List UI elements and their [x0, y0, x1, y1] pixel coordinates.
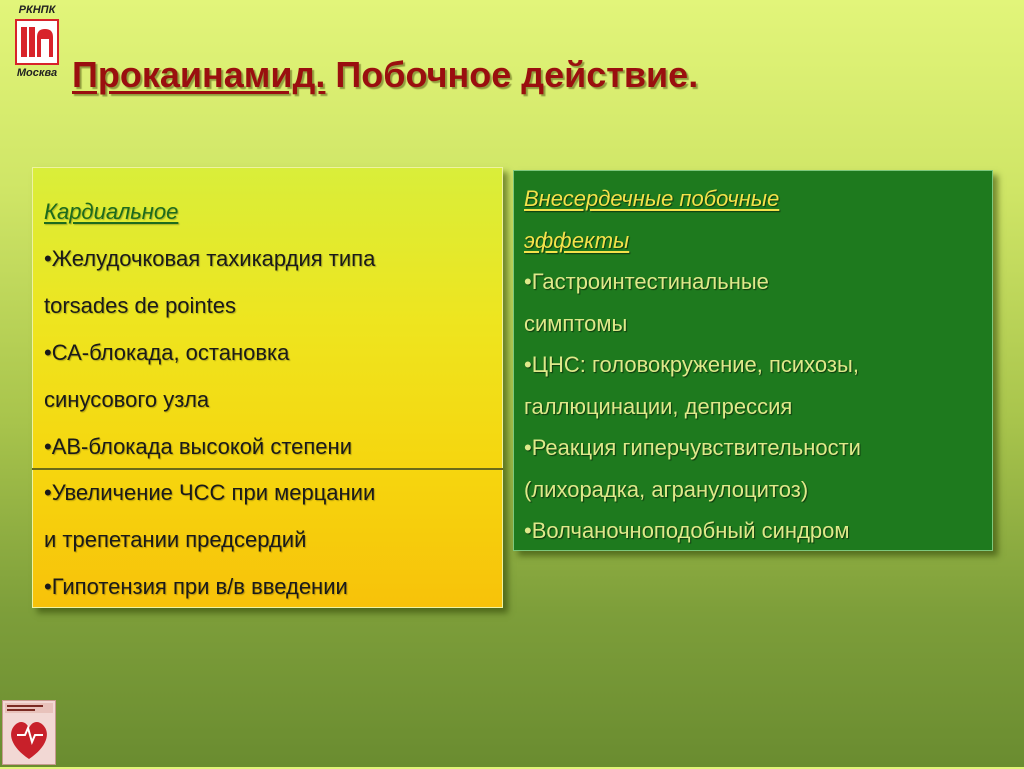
rknpk-logo [8, 4, 66, 82]
list-item: синусового узла [44, 387, 210, 412]
logo-bottom-text: Москва [16, 67, 58, 79]
list-item: •Гастроинтестинальные [524, 269, 769, 294]
rknpk-logo-icon [15, 19, 59, 65]
society-emblem-icon [2, 700, 56, 765]
cardiac-effects-list-lower [44, 469, 375, 610]
title-drug-name: Прокаинамид. [72, 54, 326, 95]
list-item: •АВ-блокада высокой степени [44, 434, 352, 459]
cardiac-heading: Кардиальное [44, 199, 179, 224]
logo-top-text: РКНПК [18, 4, 56, 16]
list-item: •Гипотензия при в/в введении [44, 574, 348, 599]
list-item: •Реакция гиперчувствительности [524, 435, 861, 460]
list-item: галлюцинации, депрессия [524, 393, 793, 419]
list-item: •Волчаночноподобный синдром [524, 518, 850, 543]
list-item: и трепетании предсердий [44, 527, 307, 552]
list-item: (лихорадка, агранулоцитоз) [524, 476, 809, 502]
list-item: •ЦНС: головокружение, психозы, [524, 352, 859, 377]
extracardiac-effects-list [524, 178, 861, 552]
extracardiac-heading: Внесердечные побочные [524, 186, 780, 211]
list-item: •Желудочковая тахикардия типа [44, 246, 376, 271]
list-item: •Увеличение ЧСС при мерцании [44, 480, 376, 505]
list-item: torsades de pointes [44, 293, 237, 318]
page-title [72, 54, 698, 96]
list-item: симптомы [524, 310, 628, 336]
title-rest: Побочное действие. [325, 54, 699, 95]
extracardiac-heading-2: эффекты [524, 227, 630, 253]
list-item: •СА-блокада, остановка [44, 340, 290, 365]
cardiac-effects-list [44, 188, 375, 470]
